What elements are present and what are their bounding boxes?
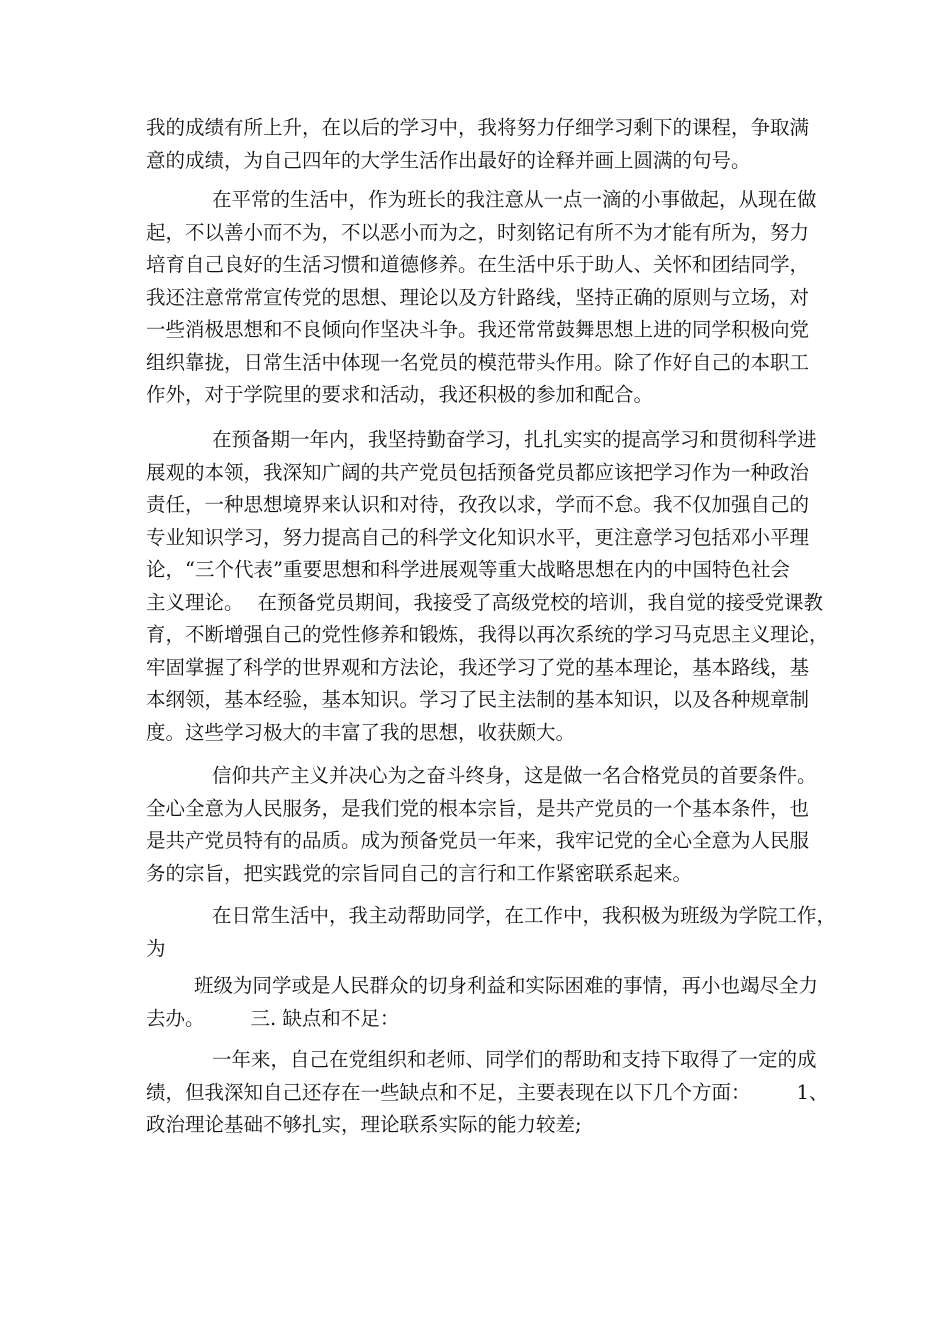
text-line: 信仰共产主义并决心为之奋斗终身，这是做一名合格党员的首要条件。 [212,764,817,787]
text-line: 论，“三个代表”重要思想和科学进展观等重大战略思想在内的中国特色社会 [146,558,790,581]
text-segment: 在预备党员期间，我接受了高级党校的培训，我自觉的接受党课教 [257,590,824,614]
text-line: 在日常生活中，我主动帮助同学，在工作中，我积极为班级为学院工作， [212,904,837,927]
text-line [146,1003,814,1036]
text-line: 作外，对于学院里的要求和活动，我还积极的参加和配合。 [146,383,654,406]
list-number: 1、 [796,1080,829,1104]
text-line: 为 [146,936,166,960]
text-line: 全心全意为人民服务，是我们党的根本宗旨，是共产党员的一个基本条件，也 [146,796,810,820]
text-line: 一年来，自己在党组织和老师、同学们的帮助和支持下取得了一定的成 [212,1048,817,1071]
paragraph-6 [146,970,819,1035]
text-line: 起，不以善小而不为，不以恶小而为之，时刻铭记有所不为才能有所为，努力 [146,220,810,244]
text-line: 我还注意常常宣传党的思想、理论以及方针路线，坚持正确的原则与立场，对 [146,285,810,309]
text-line: 度。这些学习极大的丰富了我的思想，收获颇大。 [146,720,576,744]
text-line: 牢固掌握了科学的世界观和方法论，我还学习了党的基本理论，基本路线，基 [146,655,810,679]
text-line: 意的成绩，为自己四年的大学生活作出最好的诠释并画上圆满的句号。 [146,148,751,172]
text-line: 育，不断增强自己的党性修养和锻炼，我得以再次系统的学习马克思主义理论， [146,623,829,646]
paragraph-7 [146,1044,829,1142]
text-segment: 去办。 [146,1006,205,1030]
paragraph-3 [146,424,829,749]
paragraph-5 [146,900,837,965]
text-line: 培育自己良好的生活习惯和道德修养。在生活中乐于助人、关怀和团结同学， [146,253,810,276]
text-line: 在平常的生活中，作为班长的我注意从一点一滴的小事做起，从现在做 [212,188,817,211]
text-line: 我的成绩有所上升，在以后的学习中，我将努力仔细学习剩下的课程，争取满 [146,116,810,139]
text-line: 展观的本领，我深知广阔的共产党员包括预备党员都应该把学习作为一种政治 [146,460,810,484]
text-line: 在预备期一年内，我坚持勤奋学习，扎扎实实的提高学习和贯彻科学进 [212,428,817,451]
text-line: 班级为同学或是人民群众的切身利益和实际困难的事情，再小也竭尽全力 [194,974,819,997]
text-line: 一些消极思想和不良倾向作坚决斗争。我还常常鼓舞思想上进的同学积极向党 [146,318,810,341]
text-line [146,1077,829,1110]
text-line: 政治理论基础不够扎实，理论联系实际的能力较差; [146,1113,582,1136]
text-line: 是共产党员特有的品质。成为预备党员一年来，我牢记党的全心全意为人民服 [146,829,810,852]
text-line [146,587,824,620]
paragraph-1 [146,112,814,177]
text-line: 本纲领，基本经验，基本知识。学习了民主法制的基本知识，以及各种规章制 [146,688,810,711]
text-line: 责任，一种思想境界来认识和对待，孜孜以求，学而不怠。我不仅加强自己的 [146,493,810,516]
paragraph-2 [146,184,817,412]
text-line: 组织靠拢，日常生活中体现一名党员的模范带头作用。除了作好自己的本职工 [146,350,810,374]
text-segment: 主义理论。 [146,590,244,614]
paragraph-4 [146,760,817,890]
text-line: 专业知识学习，努力提高自己的科学文化知识水平，更注意学习包括邓小平理 [146,525,810,549]
text-line: 务的宗旨，把实践党的宗旨同自己的言行和工作紧密联系起来。 [146,861,693,885]
text-segment: 绩，但我深知自己还存在一些缺点和不足，主要表现在以下几个方面： [146,1080,751,1104]
section-heading: 三. 缺点和不足： [250,1006,400,1030]
